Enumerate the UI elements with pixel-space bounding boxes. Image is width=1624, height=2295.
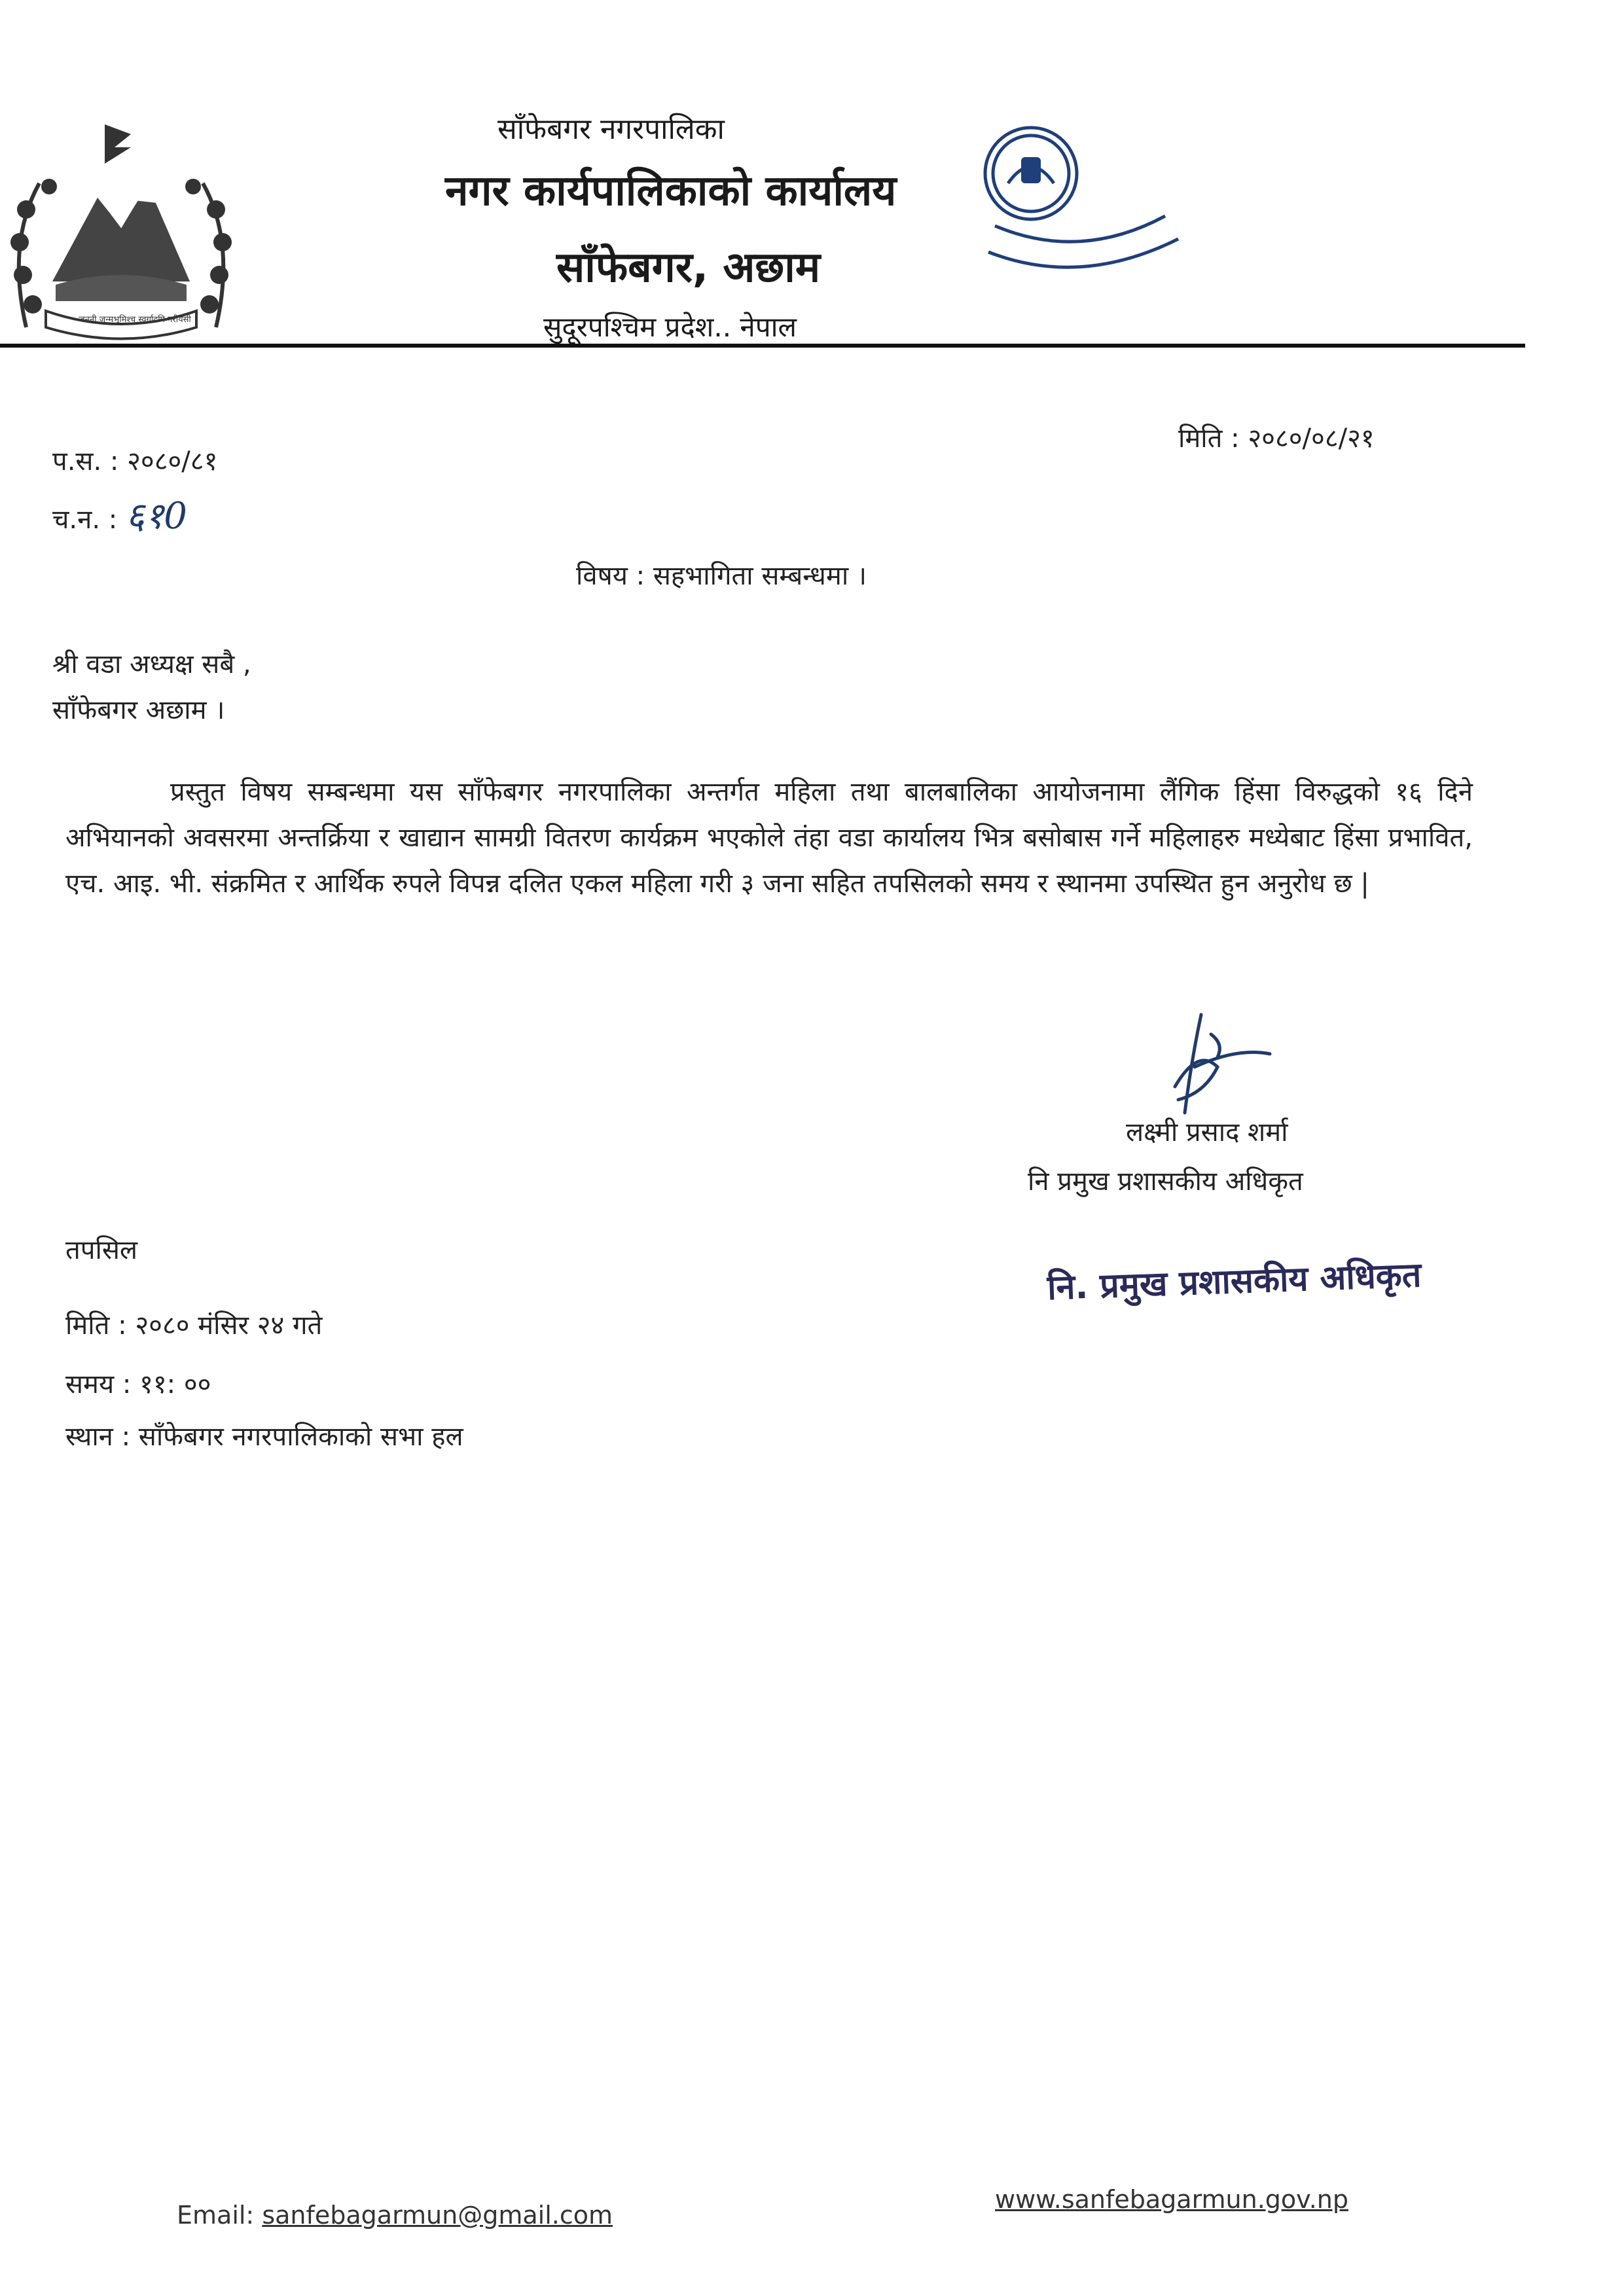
details-venue: स्थान : साँफेबगर नगरपालिकाको सभा हल [65, 1422, 463, 1452]
cn-line [52, 490, 187, 539]
recipient-line-2: साँफेबगर अछाम । [52, 695, 225, 725]
cn-label: च.न. : [52, 505, 118, 535]
details-heading: तपसिल [65, 1235, 138, 1265]
office-title: नगर कार्यपालिकाको कार्यालय [445, 167, 897, 215]
date-label: मिति : [1178, 424, 1240, 454]
designation-stamp: नि. प्रमुख प्रशासकीय अधिकृत [1047, 1256, 1422, 1308]
ps-value: २०८०/८१ [127, 446, 218, 477]
ps-label: प.स. : [52, 446, 119, 477]
cn-value: ६१0 [125, 495, 187, 537]
date-line [1178, 419, 1375, 455]
recipient-line-1: श्री वडा अध्यक्ष सबै , [52, 649, 251, 679]
header-divider [0, 344, 1525, 348]
email-link[interactable]: sanfebagarmun@gmail.com [262, 2201, 613, 2230]
date-value: २०८०/०८/२१ [1248, 424, 1375, 454]
ps-line [52, 442, 217, 478]
signatory-title: नि प्रमुख प्रशासकीय अधिकृत [1028, 1166, 1303, 1197]
subject-line: विषय : सहभागिता सम्बन्धमा । [576, 561, 867, 591]
nepal-emblem-icon [0, 111, 242, 347]
signature-icon [1139, 1008, 1283, 1126]
province-line: सुदूरपश्चिम प्रदेश.. नेपाल [543, 311, 797, 343]
website-link[interactable]: www.sanfebagarmun.gov.np [995, 2185, 1348, 2214]
body-paragraph: प्रस्तुत विषय सम्बन्धमा यस साँफेबगर नगरपालिका अन्तर्गत महिला तथा बालबालिका आयोजनामा लैंगिक हिंसा विरुद्धको १६ दिने अभियानको अवसरमा अन्तर्क्रिया र खाद्यान सामग्री वितरण कार्यक्रम भएकोले तंहा वडा कार्यालय भित्र बसोबास गर्ने महिलाहरु मध्येबाट हिंसा प्रभावित, एच. आइ. भी. संक्रमित र आर्थिक रुपले विपन्न दलित एकल महिला गरी ३ जना सहित तपसिलको समय र स्थानमा उपस्थित हुन अनुरोध छ | [65, 777, 1473, 899]
signatory-name: लक्ष्मी प्रसाद शर्मा [1126, 1117, 1288, 1148]
office-place: साँफेबगर, अछाम [556, 244, 821, 292]
emblem-motto: जननी जन्मभूमिश्च स्वर्गादपि गरीयसी [79, 315, 191, 325]
office-seal-icon [949, 111, 1211, 308]
municipality-name: साँफेबगर नगरपालिका [497, 113, 725, 146]
footer-email [177, 2201, 613, 2230]
details-date: मिति : २०८० मंसिर २४ गते [65, 1310, 323, 1341]
details-time: समय : ११: ०० [65, 1369, 211, 1400]
email-label: Email: [177, 2201, 255, 2230]
